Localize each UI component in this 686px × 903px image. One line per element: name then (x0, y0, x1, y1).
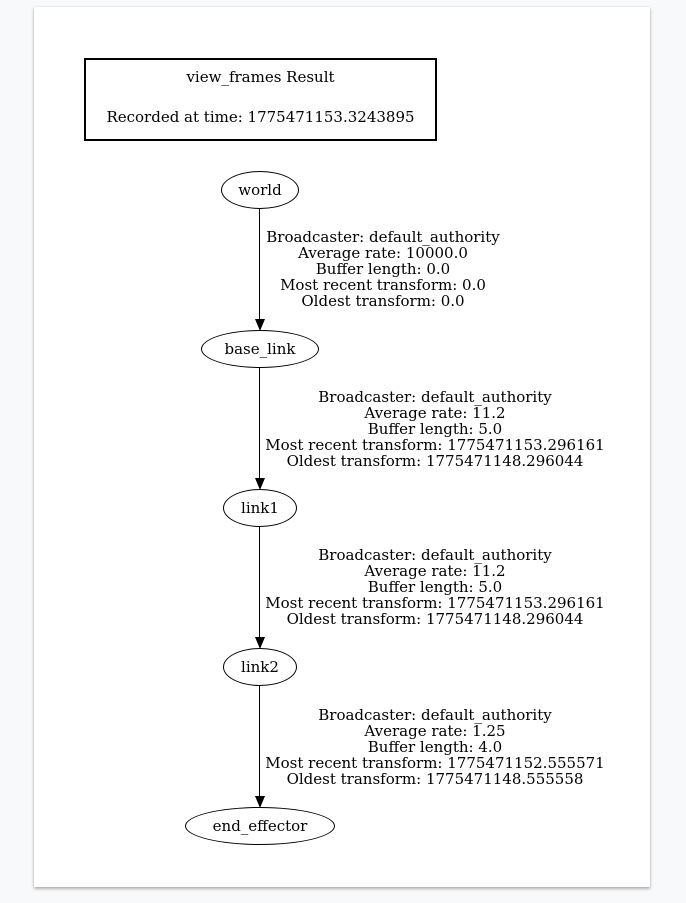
edge-label-line: Broadcaster: default_authority (318, 388, 552, 406)
edge-label-world-base_link (183, 229, 583, 309)
node-base_link: base_link (201, 330, 319, 368)
edge-label-line: Oldest transform: 1775471148.296044 (286, 610, 584, 628)
node-end_effector: end_effector (185, 807, 335, 845)
edge-label-line: Broadcaster: default_authority (318, 706, 552, 724)
node-link2: link2 (223, 648, 297, 686)
edge-label-line: Average rate: 11.2 (364, 404, 506, 422)
edge-label-line: Broadcaster: default_authority (266, 228, 500, 246)
edge-label-line: Buffer length: 4.0 (367, 738, 503, 756)
title-box (84, 58, 437, 141)
edge-label-line: Oldest transform: 1775471148.296044 (286, 452, 584, 470)
document-card (34, 7, 650, 887)
edge-label-line: Most recent transform: 1775471153.296161 (265, 594, 605, 612)
edge-label-line: Buffer length: 0.0 (315, 260, 451, 278)
edge-label-line: Average rate: 11.2 (364, 562, 506, 580)
edge-label-line: Average rate: 1.25 (364, 722, 506, 740)
edge-label-line: Buffer length: 5.0 (367, 578, 503, 596)
edge-label-link2-end_effector (235, 707, 635, 787)
edge-label-line: Average rate: 10000.0 (298, 244, 468, 262)
edge-label-line: Most recent transform: 1775471152.555571 (265, 754, 605, 772)
edge-label-base_link-link1 (235, 389, 635, 469)
page-title: view_frames Result (186, 68, 335, 86)
edge-label-line: Broadcaster: default_authority (318, 546, 552, 564)
edge-label-line: Most recent transform: 1775471153.296161 (265, 436, 605, 454)
edge-label-line: Most recent transform: 0.0 (280, 276, 486, 294)
edge-label-line: Oldest transform: 1775471148.555558 (286, 770, 584, 788)
node-link1: link1 (223, 489, 297, 527)
edge-label-link1-link2 (235, 547, 635, 627)
recorded-time-text: Recorded at time: 1775471153.3243895 (106, 108, 415, 126)
edge-label-line: Oldest transform: 0.0 (301, 292, 465, 310)
node-world: world (221, 171, 299, 209)
edge-label-line: Buffer length: 5.0 (367, 420, 503, 438)
